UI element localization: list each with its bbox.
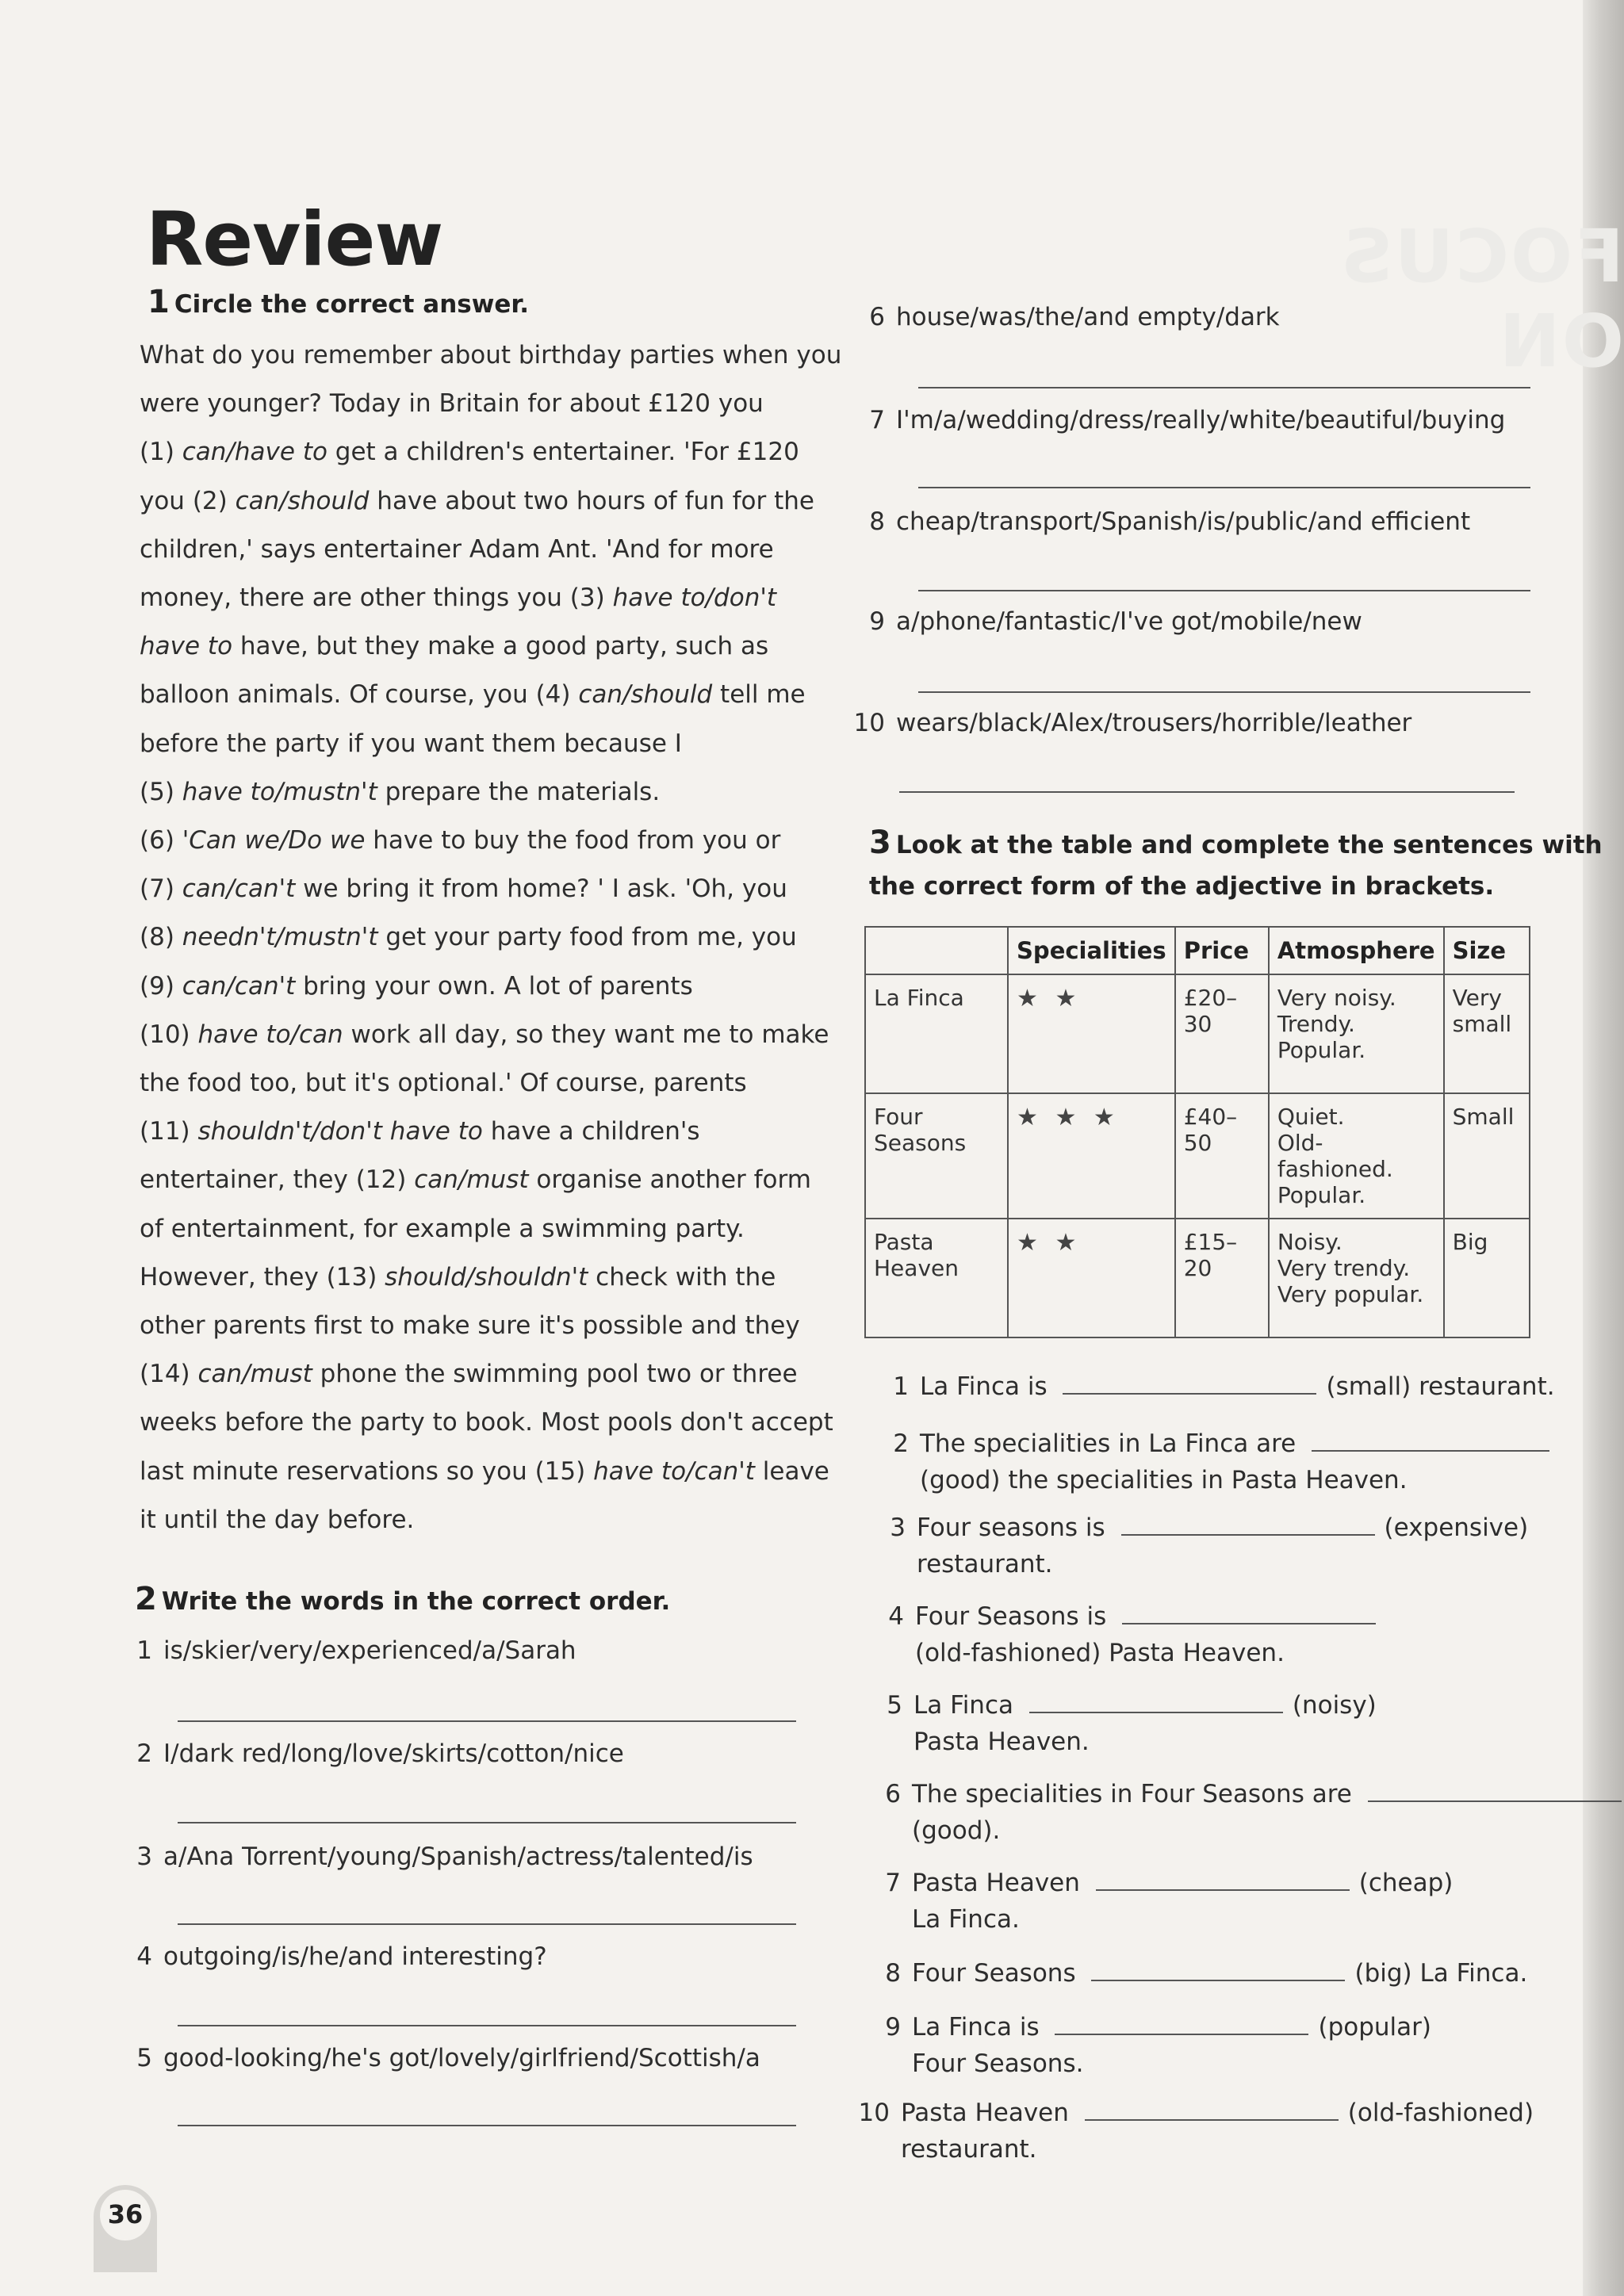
list-item: 8 Four Seasons (big) La Finca. (885, 1959, 1528, 1988)
passage-text: weeks before the party to book. Most pools don't accept (140, 1408, 833, 1437)
passage-line (140, 671, 822, 719)
passage-text: leave (754, 1456, 829, 1486)
answer-blank[interactable] (1122, 1602, 1376, 1624)
answer-choice[interactable]: have to/can't (593, 1456, 755, 1486)
table-cell: Very noisy. Trendy. Popular. (1269, 974, 1444, 1093)
list-item: 1 is/skier/very/experienced/a/Sarah (136, 1636, 576, 1665)
page-number-tab (94, 2185, 157, 2272)
section-2-number: 2 (135, 1581, 157, 1617)
answer-line[interactable] (918, 691, 1530, 693)
passage-text: bring your own. A lot of parents (295, 971, 693, 1001)
passage-text: (7) (140, 874, 182, 904)
passage-text: (1) (140, 438, 182, 467)
answer-line[interactable] (918, 487, 1530, 488)
list-item: 7 I'm/a/wedding/dress/really/white/beautiful/buying (869, 406, 1506, 434)
answer-blank[interactable] (1312, 1429, 1549, 1452)
passage-line (140, 380, 822, 428)
page-number: 36 (107, 2199, 144, 2229)
passage-text: entertainer, they (12) (140, 1165, 415, 1195)
table-header: Specialities (1008, 927, 1175, 974)
passage-text: other parents first to make sure it's possible and they (140, 1311, 800, 1341)
answer-choice[interactable]: can/should (578, 680, 713, 710)
section-3-title-line2: the correct form of the adjective in brackets. (869, 872, 1495, 901)
list-item: 10 Pasta Heaven (old-fashioned) restaurant. (858, 2099, 1534, 2164)
passage-line (140, 1059, 822, 1108)
list-item: 4 outgoing/is/he/and interesting? (136, 1942, 547, 1971)
passage-text: get a children's entertainer. 'For £120 (327, 438, 799, 467)
section-1-number: 1 (147, 284, 170, 320)
answer-line[interactable] (178, 1822, 796, 1823)
passage-line (140, 622, 822, 671)
table-header-row (865, 927, 1530, 974)
passage-text: money, there are other things you (3) (140, 584, 613, 613)
passage-text: tell me (712, 680, 806, 710)
list-item: 9 La Finca is (popular) Four Seasons. (885, 2013, 1431, 2078)
passage-line (140, 477, 822, 526)
passage-text: (8) (140, 923, 182, 952)
answer-choice[interactable]: can/should (235, 486, 370, 515)
table-row (865, 1219, 1530, 1337)
passage-text: work all day, so they want me to make (343, 1020, 829, 1049)
answer-choice[interactable]: can/can't (182, 874, 296, 904)
answer-blank[interactable] (1055, 2013, 1308, 2035)
passage-line (140, 1399, 833, 1447)
answer-line[interactable] (918, 590, 1530, 591)
star-rating: ★ ★ ★ (1008, 1093, 1175, 1219)
star-rating: ★ ★ (1008, 1219, 1175, 1337)
answer-blank[interactable] (1096, 1869, 1350, 1891)
section-2-heading (135, 1581, 670, 1617)
passage-line (140, 428, 822, 476)
answer-line[interactable] (178, 2025, 796, 2026)
answer-line[interactable] (178, 1923, 796, 1925)
answer-blank[interactable] (1085, 2099, 1339, 2121)
list-item: 10 wears/black/Alex/trousers/horrible/leather (853, 709, 1412, 737)
table-cell: £20–30 (1175, 974, 1269, 1093)
answer-choice[interactable]: should/shouldn't (385, 1262, 588, 1292)
passage-line (140, 1156, 822, 1204)
show-through-text: FOCUS ON (1339, 214, 1624, 384)
table-header (865, 927, 1008, 974)
passage-line (140, 865, 822, 913)
list-item: 3 a/Ana Torrent/young/Spanish/actress/talented/is (136, 1843, 753, 1871)
answer-choice[interactable]: have to (140, 632, 233, 661)
answer-choice[interactable]: can/must (414, 1165, 529, 1195)
answer-choice[interactable]: have to/can (197, 1020, 343, 1049)
passage-line (140, 817, 822, 865)
list-item: 7 Pasta Heaven (cheap) La Finca. (885, 1869, 1454, 1934)
section-1-heading (147, 284, 529, 320)
passage-text: have to buy the food from you or (365, 826, 781, 855)
passage-text: of entertainment, for example a swimming party. (140, 1214, 745, 1243)
star-rating: ★ ★ (1008, 974, 1175, 1093)
table-header: Price (1175, 927, 1269, 974)
passage-text: have a children's (482, 1117, 700, 1146)
answer-blank[interactable] (1368, 1780, 1622, 1802)
passage-text: were younger? Today in Britain for about £120 you (140, 389, 764, 419)
passage-text: check with the (588, 1262, 776, 1292)
passage-text: However, they (13) (140, 1262, 385, 1292)
answer-blank[interactable] (1121, 1513, 1375, 1536)
answer-line[interactable] (178, 2125, 796, 2126)
passage-text: organise another form (528, 1165, 811, 1195)
section-2-title: Write the words in the correct order. (161, 1587, 671, 1616)
answer-choice[interactable]: 'Can we/Do we (182, 826, 366, 855)
answer-choice[interactable]: shouldn't/don't have to (197, 1117, 483, 1146)
passage-text: you (2) (140, 486, 236, 515)
table-cell: Big (1444, 1219, 1530, 1337)
passage-text: (10) (140, 1020, 198, 1049)
list-item: 5 La Finca (noisy) Pasta Heaven. (887, 1691, 1377, 1756)
passage-text: last minute reservations so you (15) (140, 1456, 594, 1486)
passage-line (140, 526, 822, 574)
list-item: 1 La Finca is (small) restaurant. (893, 1372, 1555, 1401)
table-cell: Noisy. Very trendy. Very popular. (1269, 1219, 1444, 1337)
table-cell: Quiet. Old-fashioned. Popular. (1269, 1093, 1444, 1219)
section-3-number: 3 (869, 825, 891, 861)
passage-text: balloon animals. Of course, you (4) (140, 680, 579, 710)
list-item: 4 Four Seasons is (old-fashioned) Pasta Heaven. (871, 1598, 1385, 1671)
table-header: Atmosphere (1269, 927, 1444, 974)
passage-text: before the party if you want them because I (140, 729, 682, 758)
passage-line (140, 913, 822, 962)
passage-line (140, 962, 822, 1011)
list-item: 6 house/was/the/and empty/dark (869, 303, 1280, 331)
passage-text: (6) (140, 826, 182, 855)
list-item: 2 The specialities in La Finca are (good) the specialities in Pasta Heaven. (875, 1425, 1559, 1498)
passage-line (140, 1011, 829, 1059)
passage-line (140, 720, 822, 768)
passage-text: (5) (140, 777, 182, 806)
table-header: Size (1444, 927, 1530, 974)
passage-text: have, but they make a good party, such as (232, 632, 769, 661)
list-item: 2 I/dark red/long/love/skirts/cotton/nice (136, 1739, 624, 1768)
passage-line (140, 1496, 822, 1544)
list-item: 8 cheap/transport/Spanish/is/public/and efficient (869, 507, 1471, 536)
answer-choice[interactable]: have to/mustn't (182, 777, 377, 806)
passage-line (140, 1350, 822, 1399)
answer-line[interactable] (178, 1720, 796, 1722)
answer-choice[interactable]: have to/don't (612, 584, 777, 613)
passage-line (140, 768, 822, 817)
table-cell: Pasta Heaven (865, 1219, 1008, 1337)
answer-blank[interactable] (1029, 1691, 1283, 1713)
list-item: 9 a/phone/fantastic/I've got/mobile/new (869, 607, 1362, 636)
table-row (865, 1093, 1530, 1219)
table-cell: Very small (1444, 974, 1530, 1093)
table-cell: Small (1444, 1093, 1530, 1219)
answer-blank[interactable] (1063, 1372, 1316, 1395)
passage-text: get your party food from me, you (377, 923, 797, 952)
table-cell: La Finca (865, 974, 1008, 1093)
answer-blank[interactable] (1091, 1959, 1345, 1981)
passage-text: (9) (140, 971, 182, 1001)
passage-text: (14) (140, 1360, 198, 1389)
section-3-title-line1: Look at the table and complete the sentences with (895, 831, 1603, 859)
table-cell: £15–20 (1175, 1219, 1269, 1337)
passage-line (140, 1205, 822, 1253)
section-1-title: Circle the correct answer. (174, 290, 530, 319)
list-item: 6 The specialities in Four Seasons are (good). (868, 1776, 1624, 1849)
passage-line (140, 331, 842, 380)
list-item: 3 Four seasons is (expensive) restaurant. (890, 1513, 1529, 1578)
passage-line (140, 1108, 822, 1156)
passage-text: it until the day before. (140, 1505, 415, 1534)
answer-choice[interactable]: can/can't (182, 971, 296, 1001)
section-1-passage (140, 331, 842, 1544)
table-cell: £40–50 (1175, 1093, 1269, 1219)
passage-text: phone the swimming pool two or three (312, 1360, 798, 1389)
passage-text: the food too, but it's optional.' Of course, parents (140, 1069, 747, 1098)
passage-line (140, 574, 822, 622)
table-row (865, 974, 1530, 1093)
answer-choice[interactable]: can/have to (182, 438, 327, 467)
restaurant-table (864, 926, 1530, 1338)
answer-choice[interactable]: needn't/mustn't (182, 923, 378, 952)
passage-text: prepare the materials. (377, 777, 661, 806)
passage-text: children,' says entertainer Adam Ant. 'And for more (140, 534, 774, 564)
section-3-heading (869, 825, 1603, 861)
passage-text: have about two hours of fun for the (369, 486, 814, 515)
answer-line[interactable] (918, 387, 1530, 388)
passage-text: we bring it from home? ' I ask. 'Oh, you (295, 874, 787, 904)
answer-choice[interactable]: can/must (197, 1360, 312, 1389)
list-item: 5 good-looking/he's got/lovely/girlfriend/Scottish/a (136, 2044, 760, 2072)
answer-line[interactable] (899, 791, 1515, 793)
passage-line (140, 1253, 822, 1302)
passage-text: (11) (140, 1117, 198, 1146)
passage-line (140, 1302, 822, 1350)
passage-text: What do you remember about birthday parties when you (140, 341, 842, 369)
table-cell: Four Seasons (865, 1093, 1008, 1219)
page-title: Review (146, 197, 443, 283)
passage-line (140, 1448, 829, 1496)
